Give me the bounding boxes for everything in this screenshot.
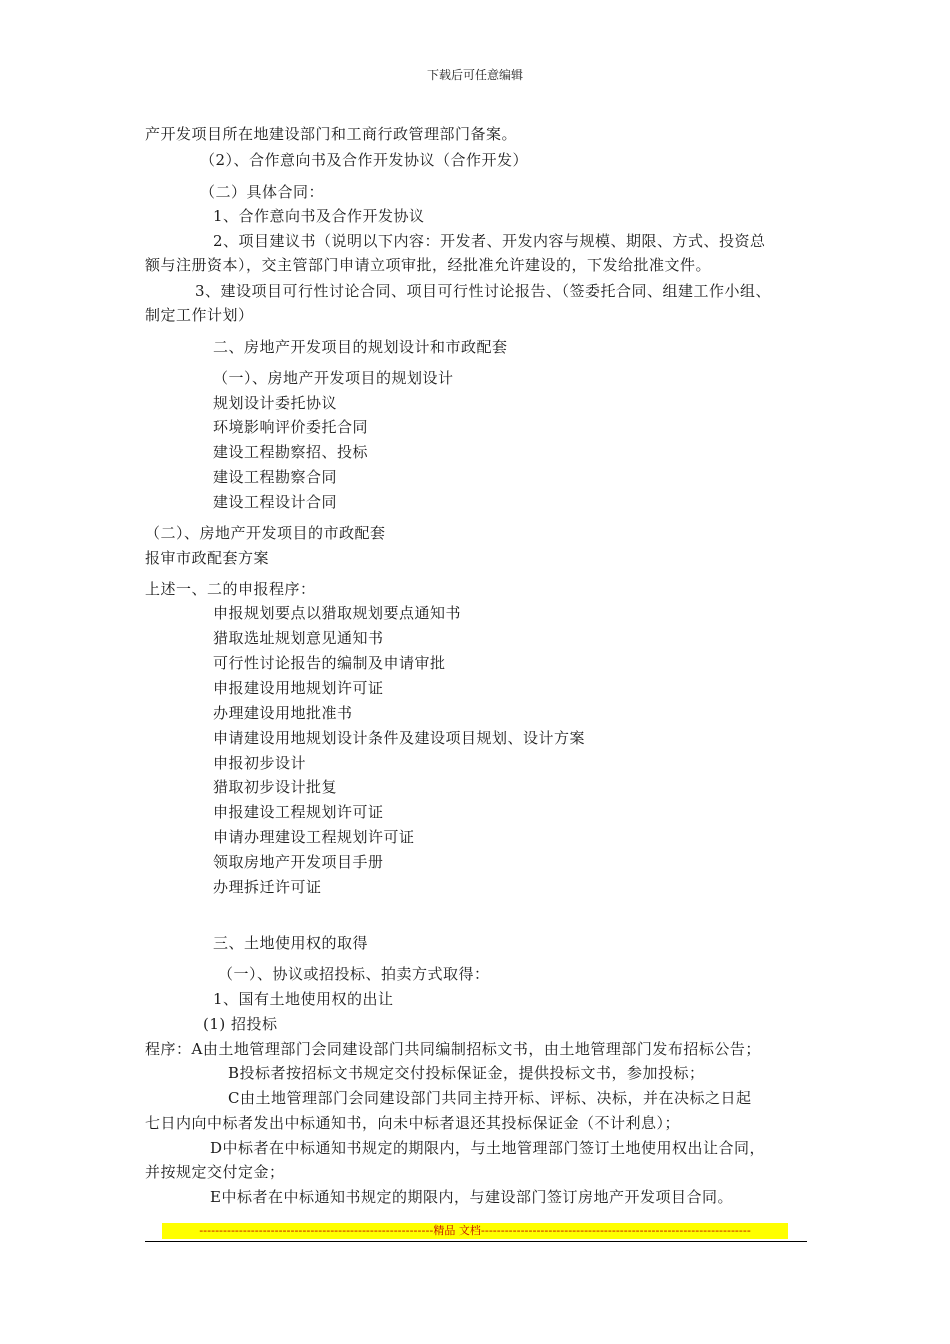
text-line: （2）、合作意向书及合作开发协议（合作开发） [200,151,529,169]
text-line: C由土地管理部门会同建设部门共同主持开标、评标、决标，并在决标之日起 [228,1089,752,1107]
footer-divider [145,1241,807,1242]
text-line: 申请办理建设工程规划许可证 [213,828,415,846]
text-line: 建设工程勘察招、投标 [213,443,369,461]
text-line: 申报初步设计 [213,754,307,772]
text-line: 2、项目建议书（说明以下内容：开发者、开发内容与规模、期限、方式、投资总 [213,232,766,250]
text-line: E中标者在中标通知书规定的期限内，与建设部门签订房地产开发项目合同。 [210,1188,733,1206]
text-line: 建设工程勘察合同 [213,468,338,486]
text-line: 报审市政配套方案 [145,549,270,567]
text-line: 1、合作意向书及合作开发协议 [213,207,425,225]
text-line: 申请建设用地规划设计条件及建设项目规划、设计方案 [213,729,586,747]
text-line: 程序：A由土地管理部门会同建设部门共同编制招标文书，由土地管理部门发布招标公告； [145,1040,761,1058]
text-line: 上述一、二的申报程序： [145,580,316,598]
text-line: （二）具体合同： [200,183,325,201]
text-line: 猎取选址规划意见通知书 [213,629,384,647]
text-line: 额与注册资本），交主管部门申请立项审批，经批准允许建设的，下发给批准文件。 [145,256,712,274]
footer-banner: -----------------------------------------------------------精品 文档-------------------------------------------------------------------- [162,1223,788,1239]
text-line: 办理建设用地批准书 [213,704,353,722]
text-line: 领取房地产开发项目手册 [213,853,384,871]
text-line: 规划设计委托协议 [213,394,338,412]
text-line: 3、建设项目可行性讨论合同、项目可行性讨论报告、（签委托合同、组建工作小组、 [195,282,772,300]
subsection-heading: （一）、协议或招投标、拍卖方式取得： [218,965,490,983]
section-heading: 三、土地使用权的取得 [213,934,369,952]
text-line: 申报建设用地规划许可证 [213,679,384,697]
text-line: 办理拆迁许可证 [213,878,322,896]
text-line: B投标者按招标文书规定交付投标保证金，提供投标文书，参加投标； [228,1064,705,1082]
subsection-heading: （二）、房地产开发项目的市政配套 [145,524,386,542]
text-line: 可行性讨论报告的编制及申请审批 [213,654,446,672]
text-line: 并按规定交付定金； [145,1163,285,1181]
text-line: 申报规划要点以猎取规划要点通知书 [213,604,462,622]
section-heading: 二、房地产开发项目的规划设计和市政配套 [213,338,508,356]
text-line: 环境影响评价委托合同 [213,418,369,436]
text-line: (1) 招投标 [203,1015,278,1033]
text-line: 建设工程设计合同 [213,493,338,511]
text-line: 1、国有土地使用权的出让 [213,990,394,1008]
text-line: 猎取初步设计批复 [213,778,338,796]
text-line: 七日内向中标者发出中标通知书，向未中标者退还其投标保证金（不计利息）； [145,1114,681,1132]
text-line: 制定工作计划） [145,306,254,324]
text-line: 申报建设工程规划许可证 [213,803,384,821]
text-line: D中标者在中标通知书规定的期限内，与土地管理部门签订土地使用权出让合同， [210,1139,766,1157]
page-header: 下载后可任意编辑 [426,68,523,82]
text-line: 产开发项目所在地建设部门和工商行政管理部门备案。 [145,125,518,143]
subsection-heading: （一）、房地产开发项目的规划设计 [213,369,454,387]
